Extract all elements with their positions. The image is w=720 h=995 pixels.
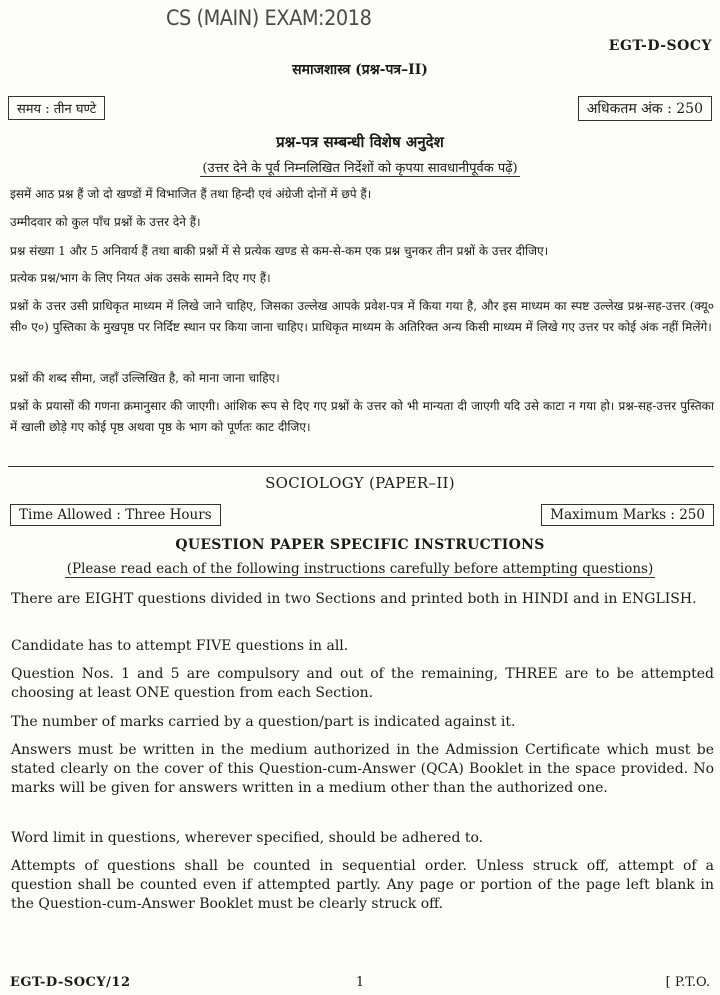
hindi-subheading-text: (उत्तर देने के पूर्व निम्नलिखित निर्देशों को कृपया सावधानीपूर्वक पढ़ें) (202, 161, 518, 176)
hindi-time-allowed: समय : तीन घण्टे (8, 96, 105, 120)
paper-code: EGT-D-SOCY (608, 38, 712, 54)
please-turn-over: [ P.T.O. (665, 975, 710, 990)
english-time-allowed: Time Allowed : Three Hours (10, 504, 221, 526)
section-divider (8, 466, 714, 467)
hindi-instruction-1: इसमें आठ प्रश्न हैं जो दो खण्डों में विभाजित हैं तथा हिन्दी एवं अंग्रेजी दोनों में छपे हैं। (10, 187, 372, 201)
english-instruction-4: The number of marks carried by a question/part is indicated against it. (11, 714, 516, 730)
english-instruction-1: There are EIGHT questions divided in two Sections and printed both in HINDI and in ENGLISH. (11, 591, 697, 607)
exam-stamp: CS (MAIN) EXAM:2018 (166, 6, 372, 30)
page-number: 1 (355, 975, 365, 990)
english-instruction-7: Attempts of questions shall be counted in sequential order. Unless struck off, attempt of a question shall be counted even if attempted partly. Any page or portion of the page left blank in the Question-cum-Answer Booklet must be clearly struck off. (11, 858, 714, 912)
english-instructions-heading: QUESTION PAPER SPECIFIC INSTRUCTIONS (175, 537, 545, 553)
hindi-instruction-3: प्रश्न संख्या 1 और 5 अनिवार्य हैं तथा बाकी प्रश्नों में से प्रत्येक खण्ड से कम-से-कम एक प्रश्न चुनकर तीन प्रश्नों के उत्तर दीजिए। (10, 244, 549, 258)
hindi-instructions-heading: प्रश्न-पत्र सम्बन्धी विशेष अनुदेश (276, 133, 444, 151)
footer-paper-code: EGT-D-SOCY/12 (10, 975, 131, 990)
hindi-instruction-4: प्रत्येक प्रश्न/भाग के लिए नियत अंक उसके सामने दिए गए हैं। (10, 271, 271, 285)
english-max-marks: Maximum Marks : 250 (541, 504, 714, 526)
english-instructions-subheading (0, 561, 720, 577)
hindi-instruction-2: उम्मीदवार को कुल पाँच प्रश्नों के उत्तर देने हैं। (10, 215, 201, 229)
english-title: SOCIOLOGY (PAPER–II) (265, 474, 455, 492)
english-instruction-6: Word limit in questions, wherever specified, should be adhered to. (11, 830, 484, 846)
hindi-instruction-6: प्रश्नों की शब्द सीमा, जहाँ उल्लिखित है, को माना जाना चाहिए। (10, 371, 280, 385)
english-instruction-5: Answers must be written in the medium authorized in the Admission Certificate which must be stated clearly on the cover of this Question-cum-Answer (QCA) Booklet in the space provided. No marks will be given for answers written in a medium other than the authorized one. (11, 742, 714, 796)
hindi-instruction-7: प्रश्नों के प्रयासों की गणना क्रमानुसार की जाएगी। आंशिक रूप से दिए गए प्रश्नों के उत्तर को भी मान्यता दी जाएगी यदि उसे काटा न गया हो। प्रश्न-सह-उत्तर पुस्तिका में खाली छोड़े गए कोई पृष्ठ अथवा पृष्ठ के भाग को पूर्णतः काट दीजिए। (10, 399, 714, 434)
hindi-instructions-subheading (0, 158, 720, 176)
english-instruction-3: Question Nos. 1 and 5 are compulsory and out of the remaining, THREE are to be attempted choosing at least ONE question from each Section. (11, 666, 714, 701)
hindi-title: समाजशास्त्र (प्रश्न-पत्र–II) (292, 62, 428, 78)
hindi-instruction-5: प्रश्नों के उत्तर उसी प्राधिकृत माध्यम में लिखे जाने चाहिए, जिसका उल्लेख आपके प्रवेश-पत्र में किया गया है, और इस माध्यम का स्पष्ट उल्लेख प्रश्न-सह-उत्तर (क्यू० सी० ए०) पुस्तिका के मुखपृष्ठ पर निर्दिष्ट स्थान पर किया जाना चाहिए। प्राधिकृत माध्यम के अतिरिक्त अन्य किसी माध्यम में लिखे गए उत्तर पर कोई अंक नहीं मिलेंगे। (10, 299, 714, 334)
english-subheading-text: (Please read each of the following instructions carefully before attempting questions) (66, 561, 654, 577)
english-instruction-2: Candidate has to attempt FIVE questions in all. (11, 638, 349, 654)
hindi-max-marks: अधिकतम अंक : 250 (578, 96, 712, 121)
